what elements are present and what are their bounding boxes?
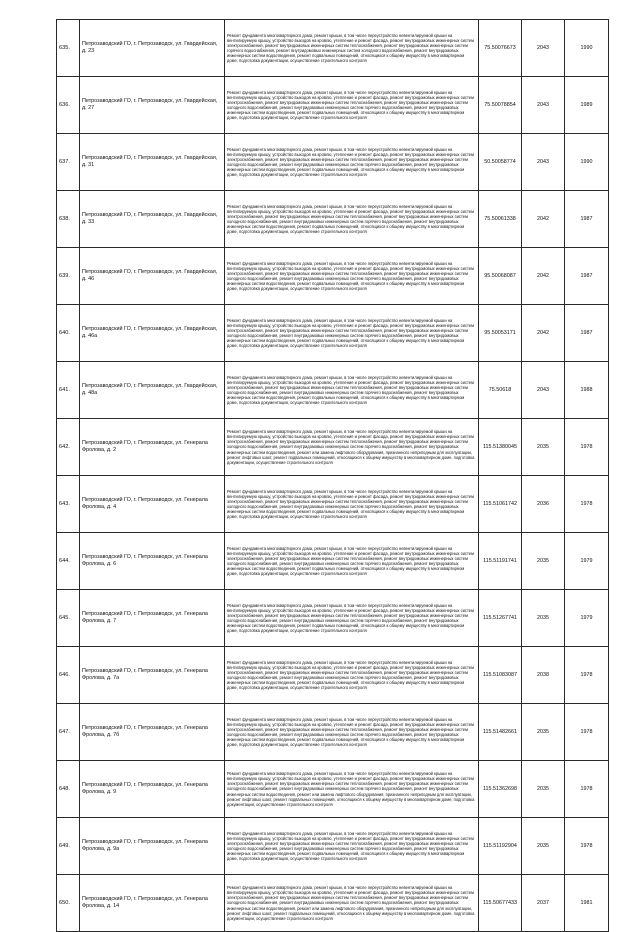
address-cell: Петрозаводский ГО, г. Петрозаводск, ул. Генерала Фролова, д. 6 <box>80 533 225 590</box>
row-number-cell: 647. <box>57 704 80 761</box>
works-list-cell: Ремонт фундамента многоквартирного дома, ремонт крыши, в том числе переустройство невентилируемой крыши на вентилируемую крышу, устройство выходов на кровлю, утепление и ремонт фасада, ремонт внутридомовых инженерных систем электроснабжения, ремонт внутридомовых инженерных систем теплоснабжения, ремонт внутридомовых инженерных систем холодного водоснабжения, ремонт внутридомовых инженерных систем горячего водоснабжения, ремонт внутридомовых инженерных систем водоотведения, ремонт подвальных помещений, относящихся к общему имуществу в многоквартирном доме, подготовка документации, осуществление строительного контроля <box>225 647 479 704</box>
table-row <box>57 77 609 134</box>
works-list-cell: Ремонт фундамента многоквартирного дома, ремонт крыши, в том числе переустройство невентилируемой крыши на вентилируемую крышу, устройство выходов на кровлю, утепление и ремонт фасада, ремонт внутридомовых инженерных систем электроснабжения, ремонт внутридомовых инженерных систем теплоснабжения, ремонт внутридомовых инженерных систем холодного водоснабжения, ремонт внутридомовых инженерных систем горячего водоснабжения, ремонт внутридомовых инженерных систем водоотведения, ремонт или замена лифтового оборудования, признанного непригодным для эксплуатации, ремонт лифтовых шахт, ремонт подвальных помещений, относящихся к общему имуществу в многоквартирном доме, подготовка документации, осуществление строительного контроля <box>225 875 479 932</box>
row-number-cell: 637. <box>57 134 80 191</box>
row-number-cell: 643. <box>57 476 80 533</box>
built-year-cell: 1979 <box>565 533 609 590</box>
row-number-cell: 635. <box>57 20 80 77</box>
cost-cell: 95.50068087 <box>479 248 522 305</box>
row-number-cell: 642. <box>57 419 80 476</box>
works-list-cell: Ремонт фундамента многоквартирного дома, ремонт крыши, в том числе переустройство невентилируемой крыши на вентилируемую крышу, устройство выходов на кровлю, утепление и ремонт фасада, ремонт внутридомовых инженерных систем электроснабжения, ремонт внутридомовых инженерных систем теплоснабжения, ремонт внутридомовых инженерных систем холодного водоснабжения, ремонт внутридомовых инженерных систем горячего водоснабжения, ремонт внутридомовых инженерных систем водоотведения, ремонт подвальных помещений, относящихся к общему имуществу в многоквартирном доме, подготовка документации, осуществление строительного контроля <box>225 305 479 362</box>
row-number-cell: 645. <box>57 590 80 647</box>
cost-cell: 115.51083087 <box>479 647 522 704</box>
address-cell: Петрозаводский ГО, г. Петрозаводск, ул. Гвардейская, д. 27 <box>80 77 225 134</box>
repair-year-cell: 2035 <box>522 590 565 647</box>
row-number-cell: 650. <box>57 875 80 932</box>
built-year-cell: 1981 <box>565 875 609 932</box>
address-cell: Петрозаводский ГО, г. Петрозаводск, ул. Гвардейская, д. 46а <box>80 305 225 362</box>
table-row <box>57 647 609 704</box>
table-row <box>57 818 609 875</box>
table-row <box>57 533 609 590</box>
cost-cell: 75.50061338 <box>479 191 522 248</box>
repair-year-cell: 2038 <box>522 647 565 704</box>
table-row <box>57 191 609 248</box>
address-cell: Петрозаводский ГО, г. Петрозаводск, ул. Генерала Фролова, д. 7 <box>80 590 225 647</box>
built-year-cell: 1978 <box>565 419 609 476</box>
address-cell: Петрозаводский ГО, г. Петрозаводск, ул. Гвардейская, д. 31 <box>80 134 225 191</box>
table-row <box>57 305 609 362</box>
table-row <box>57 875 609 932</box>
row-number-cell: 640. <box>57 305 80 362</box>
built-year-cell: 1978 <box>565 476 609 533</box>
row-number-cell: 641. <box>57 362 80 419</box>
table-row <box>57 20 609 77</box>
works-list-cell: Ремонт фундамента многоквартирного дома, ремонт крыши, в том числе переустройство невентилируемой крыши на вентилируемую крышу, устройство выходов на кровлю, утепление и ремонт фасада, ремонт внутридомовых инженерных систем электроснабжения, ремонт внутридомовых инженерных систем теплоснабжения, ремонт внутридомовых инженерных систем холодного водоснабжения, ремонт внутридомовых инженерных систем горячего водоснабжения, ремонт внутридомовых инженерных систем водоотведения, ремонт подвальных помещений, относящихся к общему имуществу в многоквартирном доме, подготовка документации, осуществление строительного контроля <box>225 476 479 533</box>
table-row <box>57 476 609 533</box>
table-body <box>57 20 609 932</box>
works-list-cell: Ремонт фундамента многоквартирного дома, ремонт крыши, в том числе переустройство невентилируемой крыши на вентилируемую крышу, устройство выходов на кровлю, утепление и ремонт фасада, ремонт внутридомовых инженерных систем электроснабжения, ремонт внутридомовых инженерных систем теплоснабжения, ремонт внутридомовых инженерных систем холодного водоснабжения, ремонт внутридомовых инженерных систем горячего водоснабжения, ремонт внутридомовых инженерных систем водоотведения, ремонт подвальных помещений, относящихся к общему имуществу в многоквартирном доме, подготовка документации, осуществление строительного контроля <box>225 191 479 248</box>
row-number-cell: 646. <box>57 647 80 704</box>
cost-cell: 115.51267741 <box>479 590 522 647</box>
cost-cell: 75.50076673 <box>479 20 522 77</box>
capital-repair-table <box>56 19 609 932</box>
works-list-cell: Ремонт фундамента многоквартирного дома, ремонт крыши, в том числе переустройство невентилируемой крыши на вентилируемую крышу, устройство выходов на кровлю, утепление и ремонт фасада, ремонт внутридомовых инженерных систем электроснабжения, ремонт внутридомовых инженерных систем теплоснабжения, ремонт внутридомовых инженерных систем холодного водоснабжения, ремонт внутридомовых инженерных систем горячего водоснабжения, ремонт внутридомовых инженерных систем водоотведения, ремонт подвальных помещений, относящихся к общему имуществу в многоквартирном доме, подготовка документации, осуществление строительного контроля <box>225 134 479 191</box>
repair-year-cell: 2042 <box>522 305 565 362</box>
works-list-cell: Ремонт фундамента многоквартирного дома, ремонт крыши, в том числе переустройство невентилируемой крыши на вентилируемую крышу, устройство выходов на кровлю, утепление и ремонт фасада, ремонт внутридомовых инженерных систем электроснабжения, ремонт внутридомовых инженерных систем теплоснабжения, ремонт внутридомовых инженерных систем холодного водоснабжения, ремонт внутридомовых инженерных систем горячего водоснабжения, ремонт внутридомовых инженерных систем водоотведения, ремонт подвальных помещений, относящихся к общему имуществу в многоквартирном доме, подготовка документации, осуществление строительного контроля <box>225 818 479 875</box>
cost-cell: 115.51192904 <box>479 818 522 875</box>
repair-year-cell: 2042 <box>522 248 565 305</box>
repair-year-cell: 2043 <box>522 20 565 77</box>
works-list-cell: Ремонт фундамента многоквартирного дома, ремонт крыши, в том числе переустройство невентилируемой крыши на вентилируемую крышу, устройство выходов на кровлю, утепление и ремонт фасада, ремонт внутридомовых инженерных систем электроснабжения, ремонт внутридомовых инженерных систем теплоснабжения, ремонт внутридомовых инженерных систем холодного водоснабжения, ремонт внутридомовых инженерных систем горячего водоснабжения, ремонт внутридомовых инженерных систем водоотведения, ремонт подвальных помещений, относящихся к общему имуществу в многоквартирном доме, подготовка документации, осуществление строительного контроля <box>225 77 479 134</box>
address-cell: Петрозаводский ГО, г. Петрозаводск, ул. Гвардейская, д. 23 <box>80 20 225 77</box>
address-cell: Петрозаводский ГО, г. Петрозаводск, ул. Генерала Фролова, д. 9а <box>80 818 225 875</box>
address-cell: Петрозаводский ГО, г. Петрозаводск, ул. Генерала Фролова, д. 4 <box>80 476 225 533</box>
address-cell: Петрозаводский ГО, г. Петрозаводск, ул. Генерала Фролова, д. 7а <box>80 647 225 704</box>
address-cell: Петрозаводский ГО, г. Петрозаводск, ул. Генерала Фролова, д. 14 <box>80 875 225 932</box>
repair-year-cell: 2043 <box>522 362 565 419</box>
built-year-cell: 1990 <box>565 134 609 191</box>
works-list-cell: Ремонт фундамента многоквартирного дома, ремонт крыши, в том числе переустройство невентилируемой крыши на вентилируемую крышу, устройство выходов на кровлю, утепление и ремонт фасада, ремонт внутридомовых инженерных систем электроснабжения, ремонт внутридомовых инженерных систем теплоснабжения, ремонт внутридомовых инженерных систем холодного водоснабжения, ремонт внутридомовых инженерных систем горячего водоснабжения, ремонт внутридомовых инженерных систем водоотведения, ремонт подвальных помещений, относящихся к общему имуществу в многоквартирном доме, подготовка документации, осуществление строительного контроля <box>225 590 479 647</box>
table-row <box>57 248 609 305</box>
works-list-cell: Ремонт фундамента многоквартирного дома, ремонт крыши, в том числе переустройство невентилируемой крыши на вентилируемую крышу, устройство выходов на кровлю, утепление и ремонт фасада, ремонт внутридомовых инженерных систем электроснабжения, ремонт внутридомовых инженерных систем теплоснабжения, ремонт внутридомовых инженерных систем холодного водоснабжения, ремонт внутридомовых инженерных систем горячего водоснабжения, ремонт внутридомовых инженерных систем водоотведения, ремонт или замена лифтового оборудования, признанного непригодным для эксплуатации, ремонт лифтовых шахт, ремонт подвальных помещений, относящихся к общему имуществу в многоквартирном доме, подготовка документации, осуществление строительного контроля <box>225 761 479 818</box>
address-cell: Петрозаводский ГО, г. Петрозаводск, ул. Гвардейская, д. 46 <box>80 248 225 305</box>
row-number-cell: 638. <box>57 191 80 248</box>
repair-year-cell: 2035 <box>522 761 565 818</box>
repair-year-cell: 2037 <box>522 875 565 932</box>
works-list-cell: Ремонт фундамента многоквартирного дома, ремонт крыши, в том числе переустройство невентилируемой крыши на вентилируемую крышу, устройство выходов на кровлю, утепление и ремонт фасада, ремонт внутридомовых инженерных систем электроснабжения, ремонт внутридомовых инженерных систем теплоснабжения, ремонт внутридомовых инженерных систем холодного водоснабжения, ремонт внутридомовых инженерных систем горячего водоснабжения, ремонт внутридомовых инженерных систем водоотведения, ремонт подвальных помещений, относящихся к общему имуществу в многоквартирном доме, подготовка документации, осуществление строительного контроля <box>225 248 479 305</box>
row-number-cell: 636. <box>57 77 80 134</box>
repair-year-cell: 2035 <box>522 818 565 875</box>
built-year-cell: 1978 <box>565 761 609 818</box>
table-row <box>57 362 609 419</box>
address-cell: Петрозаводский ГО, г. Петрозаводск, ул. Генерала Фролова, д. 2 <box>80 419 225 476</box>
table-row <box>57 590 609 647</box>
works-list-cell: Ремонт фундамента многоквартирного дома, ремонт крыши, в том числе переустройство невентилируемой крыши на вентилируемую крышу, устройство выходов на кровлю, утепление и ремонт фасада, ремонт внутридомовых инженерных систем электроснабжения, ремонт внутридомовых инженерных систем теплоснабжения, ремонт внутридомовых инженерных систем холодного водоснабжения, ремонт внутридомовых инженерных систем горячего водоснабжения, ремонт внутридомовых инженерных систем водоотведения, ремонт подвальных помещений, относящихся к общему имуществу в многоквартирном доме, подготовка документации, осуществление строительного контроля <box>225 704 479 761</box>
built-year-cell: 1979 <box>565 590 609 647</box>
table-row <box>57 419 609 476</box>
built-year-cell: 1990 <box>565 20 609 77</box>
cost-cell: 115.51061742 <box>479 476 522 533</box>
row-number-cell: 644. <box>57 533 80 590</box>
built-year-cell: 1988 <box>565 362 609 419</box>
repair-year-cell: 2043 <box>522 134 565 191</box>
cost-cell: 115.51380045 <box>479 419 522 476</box>
address-cell: Петрозаводский ГО, г. Петрозаводск, ул. Генерала Фролова, д. 7б <box>80 704 225 761</box>
built-year-cell: 1978 <box>565 818 609 875</box>
built-year-cell: 1978 <box>565 647 609 704</box>
address-cell: Петрозаводский ГО, г. Петрозаводск, ул. Гвардейская, д. 48а <box>80 362 225 419</box>
repair-year-cell: 2043 <box>522 77 565 134</box>
repair-year-cell: 2035 <box>522 704 565 761</box>
works-list-cell: Ремонт фундамента многоквартирного дома, ремонт крыши, в том числе переустройство невентилируемой крыши на вентилируемую крышу, устройство выходов на кровлю, утепление и ремонт фасада, ремонт внутридомовых инженерных систем электроснабжения, ремонт внутридомовых инженерных систем теплоснабжения, ремонт внутридомовых инженерных систем холодного водоснабжения, ремонт внутридомовых инженерных систем горячего водоснабжения, ремонт внутридомовых инженерных систем водоотведения, ремонт подвальных помещений, относящихся к общему имуществу в многоквартирном доме, подготовка документации, осуществление строительного контроля <box>225 362 479 419</box>
works-list-cell: Ремонт фундамента многоквартирного дома, ремонт крыши, в том числе переустройство невентилируемой крыши на вентилируемую крышу, устройство выходов на кровлю, утепление и ремонт фасада, ремонт внутридомовых инженерных систем электроснабжения, ремонт внутридомовых инженерных систем теплоснабжения, ремонт внутридомовых инженерных систем холодного водоснабжения, ремонт внутридомовых инженерных систем горячего водоснабжения, ремонт внутридомовых инженерных систем водоотведения, ремонт или замена лифтового оборудования, признанного непригодным для эксплуатации, ремонт лифтовых шахт, ремонт подвальных помещений, относящихся к общему имуществу в многоквартирном доме, подготовка документации, осуществление строительного контроля <box>225 419 479 476</box>
built-year-cell: 1987 <box>565 191 609 248</box>
cost-cell: 75.50618 <box>479 362 522 419</box>
address-cell: Петрозаводский ГО, г. Петрозаводск, ул. Гвардейская, д. 33 <box>80 191 225 248</box>
works-list-cell: Ремонт фундамента многоквартирного дома, ремонт крыши, в том числе переустройство невентилируемой крыши на вентилируемую крышу, устройство выходов на кровлю, утепление и ремонт фасада, ремонт внутридомовых инженерных систем электроснабжения, ремонт внутридомовых инженерных систем теплоснабжения, ремонт внутридомовых инженерных систем горячего водоснабжения, ремонт внутридомовых инженерных систем холодного водоснабжения, ремонт внутридомовых инженерных систем водоотведения, ремонт подвальных помещений, относящихся к общему имуществу в многоквартирном доме, подготовка документации, осуществление строительного контроля <box>225 20 479 77</box>
table-row <box>57 134 609 191</box>
works-list-cell: Ремонт фундамента многоквартирного дома, ремонт крыши, в том числе переустройство невентилируемой крыши на вентилируемую крышу, устройство выходов на кровлю, утепление и ремонт фасада, ремонт внутридомовых инженерных систем электроснабжения, ремонт внутридомовых инженерных систем теплоснабжения, ремонт внутридомовых инженерных систем холодного водоснабжения, ремонт внутридомовых инженерных систем горячего водоснабжения, ремонт внутридомовых инженерных систем водоотведения, ремонт подвальных помещений, относящихся к общему имуществу в многоквартирном доме, подготовка документации, осуществление строительного контроля <box>225 533 479 590</box>
cost-cell: 115.51191741 <box>479 533 522 590</box>
cost-cell: 95.50053171 <box>479 305 522 362</box>
cost-cell: 115.50677433 <box>479 875 522 932</box>
table-row <box>57 704 609 761</box>
address-cell: Петрозаводский ГО, г. Петрозаводск, ул. Генерала Фролова, д. 9 <box>80 761 225 818</box>
repair-year-cell: 2042 <box>522 191 565 248</box>
row-number-cell: 639. <box>57 248 80 305</box>
repair-year-cell: 2035 <box>522 533 565 590</box>
built-year-cell: 1987 <box>565 305 609 362</box>
cost-cell: 75.50078854 <box>479 77 522 134</box>
row-number-cell: 649. <box>57 818 80 875</box>
cost-cell: 50.50058774 <box>479 134 522 191</box>
built-year-cell: 1987 <box>565 248 609 305</box>
repair-year-cell: 2036 <box>522 476 565 533</box>
built-year-cell: 1989 <box>565 77 609 134</box>
cost-cell: 115.51482661 <box>479 704 522 761</box>
cost-cell: 115.51362698 <box>479 761 522 818</box>
row-number-cell: 648. <box>57 761 80 818</box>
repair-year-cell: 2035 <box>522 419 565 476</box>
built-year-cell: 1978 <box>565 704 609 761</box>
table-row <box>57 761 609 818</box>
